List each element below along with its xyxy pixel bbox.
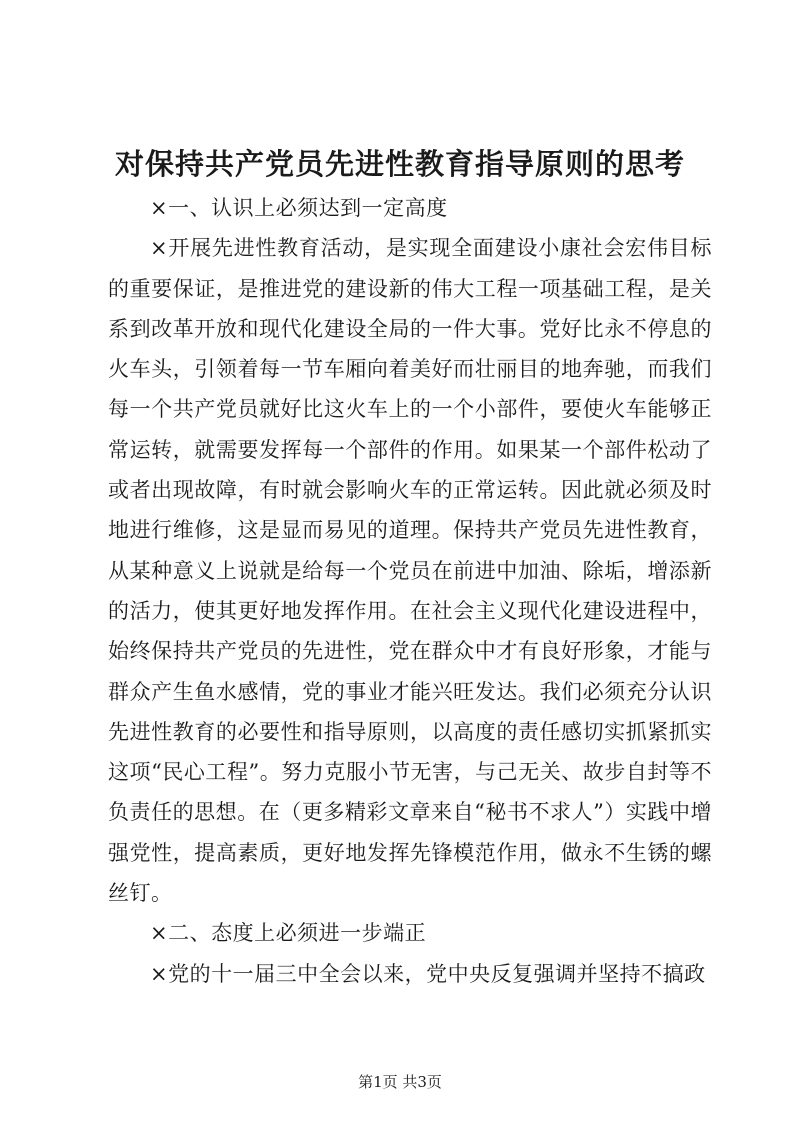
body-paragraph-2: ×党的十一届三中全会以来，党中央反复强调并坚持不搞政 bbox=[150, 961, 706, 986]
section-heading-1: ×一、认识上必须达到一定高度 bbox=[150, 196, 448, 220]
document-body bbox=[108, 188, 712, 994]
body-paragraph-1: ×开展先进性教育活动，是实现全面建设小康社会宏伟目标的重要保证，是推进党的建设新的伟大工程一项基础工程，是关系到改革开放和现代化建设全局的一件大事。党好比永不停息的火车头，引领着每一节车厢向着美好而壮丽目的地奔驰，而我们每一个共产党员就好比这火车上的一个小部件，要使火车能够正常运转，就需要发挥每一个部件的作用。如果某一个部件松动了或者出现故障，有时就会影响火车的正常运转。因此就必须及时地进行维修，这是显而易见的道理。保持共产党员先进性教育，从某种意义上说就是给每一个党员在前进中加油、除垢，增添新的活力，使其更好地发挥作用。在社会主义现代化建设进程中，始终保持共产党员的先进性，党在群众中才有良好形象，才能与群众产生鱼水感情，党的事业才能兴旺发达。我们必须充分认识先进性教育的必要性和指导原则，以高度的责任感切实抓紧抓实这项“民心工程”。努力克服小节无害，与己无关、故步自封等不负责任的思想。在（更多精彩文章来自“秘书不求人”）实践中增强党性，提高素质，更好地发挥先锋模范作用，做永不生锈的螺丝钉。 bbox=[108, 236, 712, 906]
section-heading-2: ×二、态度上必须进一步端正 bbox=[150, 921, 427, 946]
document-title: 对保持共产党员先进性教育指导原则的思考 bbox=[114, 147, 685, 181]
page-footer: 第1页 共3页 bbox=[358, 1073, 442, 1091]
